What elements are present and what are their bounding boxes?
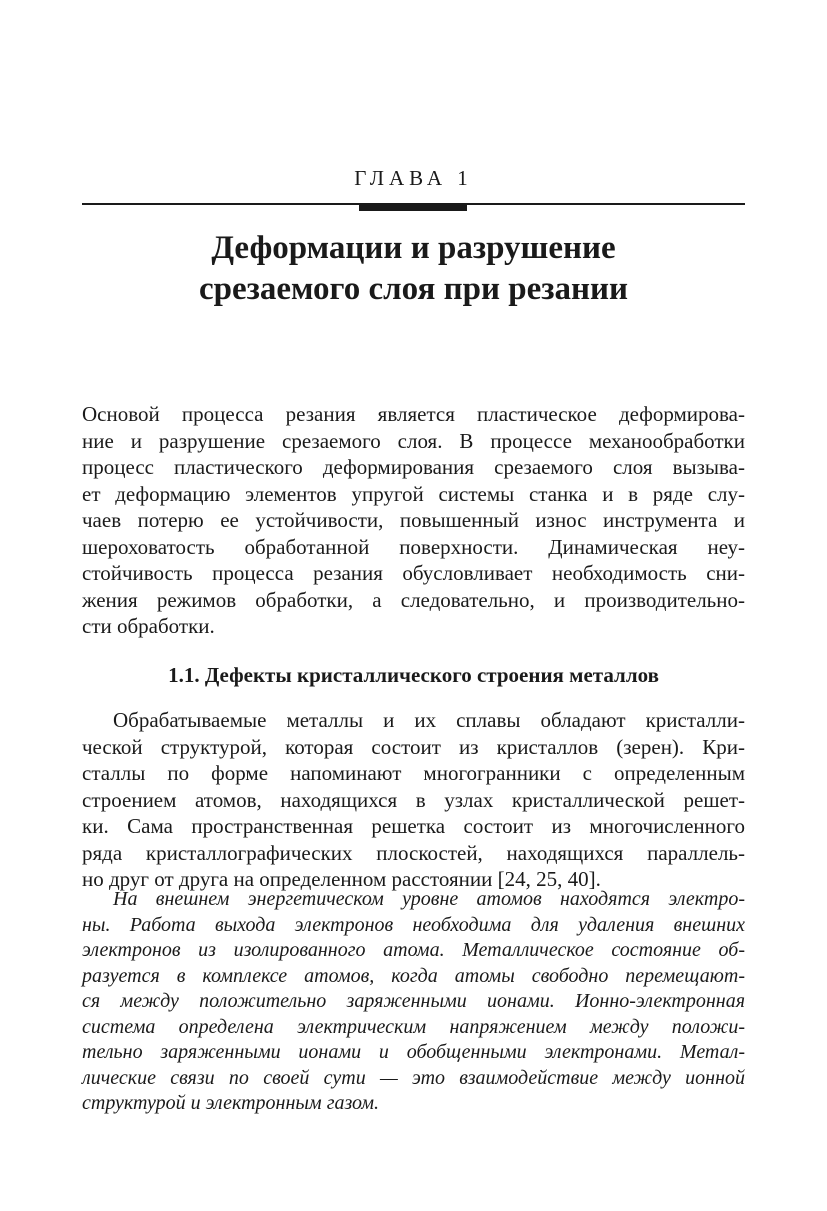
text-line: лические связи по своей сути — это взаимодействие между ионной (82, 1066, 745, 1089)
chapter-label: ГЛАВА 1 (354, 166, 473, 190)
text-line: ки. Сама пространственная решетка состоит из многочисленного (82, 814, 745, 838)
text-line: ет деформацию элементов упругой системы станка и в ряде слу- (82, 481, 745, 506)
section-heading: 1.1. Дефекты кристаллического строения металлов (168, 663, 659, 687)
text-line: жения режимов обработки, а следовательно, и производительно- (82, 587, 745, 612)
chapter-rule-block (359, 203, 467, 211)
text-line: ны. Работа выхода электронов необходима для удаления внешних (82, 913, 745, 936)
text-line: разуется в комплексе атомов, когда атомы свободно перемещают- (82, 964, 745, 987)
text-line: ся между положительно заряженными ионами. Ионно-электронная (82, 990, 745, 1012)
body-paragraph (82, 707, 745, 893)
text-line: процесс пластического деформирования срезаемого слоя вызыва- (82, 455, 745, 479)
text-line: шероховатость обработанной поверхности. Динамическая неу- (82, 534, 745, 559)
text-line: ние и разрушение срезаемого слоя. В процессе механообработки (82, 428, 745, 453)
text-line: Основой процесса резания является пластическое деформирова- (82, 402, 745, 426)
text-line: тельно заряженными ионами и обобщенными электронами. Метал- (82, 1041, 745, 1063)
text-line: строением атомов, находящихся в узлах кристаллической решет- (82, 787, 745, 812)
chapter-title (82, 228, 745, 310)
chapter-title-line: срезаемого слоя при резании (198, 271, 629, 307)
italic-paragraph (82, 887, 745, 1117)
text-line: ряда кристаллографических плоскостей, находящихся параллель- (82, 840, 745, 865)
text-line: но друг от друга на определенном расстоянии [24, 25, 40]. (82, 867, 601, 891)
text-line: Обрабатываемые металлы и их сплавы обладают кристалли- (113, 708, 745, 732)
text-line: система определена электрическим напряжением между положи- (82, 1015, 745, 1038)
text-line: чаев потерю ее устойчивости, повышенный износ инструмента и (82, 508, 745, 532)
text-line: На внешнем энергетическом уровне атомов находятся электро- (113, 888, 745, 910)
text-line: электронов из изолированного атома. Металлическое состояние об- (82, 939, 745, 961)
text-line: структурой и электронным газом. (82, 1092, 380, 1114)
text-line: сталлы по форме напоминают многогранники с определенным (82, 761, 745, 785)
chapter-title-line: Деформации и разрушение (211, 230, 616, 266)
text-line: стойчивость процесса резания обусловливает необходимость сни- (82, 561, 745, 585)
text-line: сти обработки. (82, 614, 215, 638)
text-line: ческой структурой, которая состоит из кристаллов (зерен). Кри- (82, 734, 745, 759)
intro-paragraph (82, 401, 745, 640)
